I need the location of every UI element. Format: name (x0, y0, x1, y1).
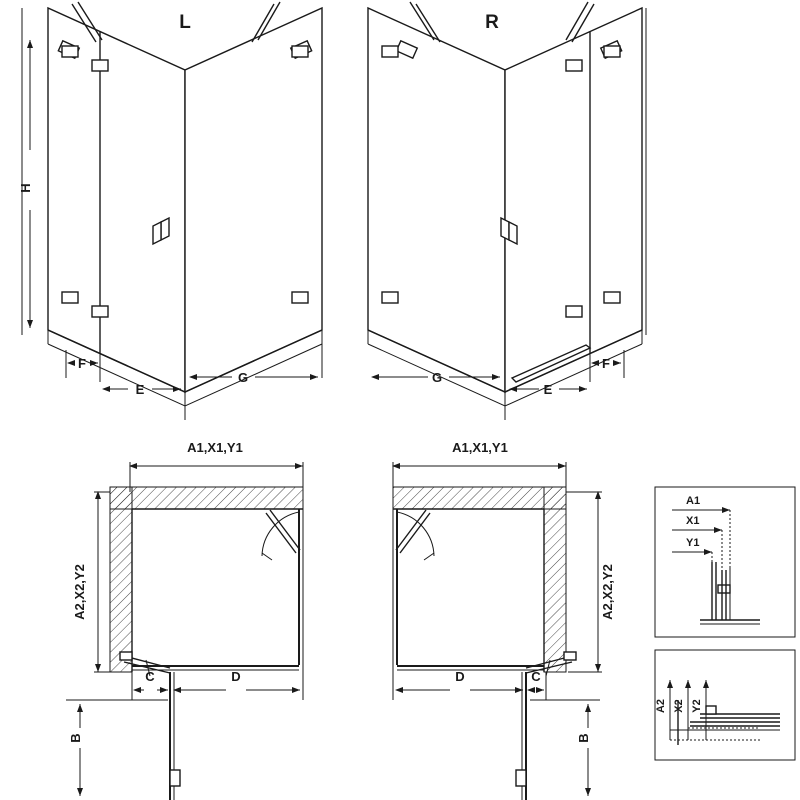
wall-side-left (110, 487, 132, 672)
label-y2-detail: Y2 (691, 699, 703, 713)
label-f-right: F (602, 356, 610, 371)
label-e-right: E (543, 382, 553, 397)
label-a1x1y1-left: A1,X1,Y1 (187, 440, 243, 455)
plan-view-right (393, 440, 615, 800)
wall-top-left (110, 487, 303, 509)
label-h-left: H (18, 183, 33, 193)
label-c-left: C (145, 669, 155, 684)
dimension-h-left (18, 40, 33, 328)
label-view-right: R (485, 12, 499, 33)
label-a1-detail: A1 (686, 495, 701, 507)
label-view-left: L (179, 12, 191, 33)
label-a2x2y2-right: A2,X2,Y2 (600, 564, 615, 620)
label-d-right: D (455, 669, 465, 684)
door-swing-upper-right (396, 510, 434, 560)
wall-side-right (544, 487, 566, 672)
detail-view-bottom (655, 650, 795, 760)
iso-view-left (18, 2, 322, 420)
iso-view-right (368, 2, 646, 420)
label-d-left: D (231, 669, 241, 684)
wall-top-right (393, 487, 566, 509)
door-swing-upper-left (262, 510, 300, 560)
label-x2-detail: X2 (673, 699, 685, 713)
label-f-left: F (78, 356, 86, 371)
label-b-left: B (68, 733, 83, 743)
label-e-left: E (135, 382, 145, 397)
label-a1x1y1-right: A1,X1,Y1 (452, 440, 508, 455)
label-g-left: G (237, 370, 249, 385)
label-x1-detail: X1 (686, 515, 700, 527)
label-a2-detail: A2 (655, 698, 667, 714)
open-door-leaf-left (170, 672, 180, 800)
open-door-leaf-right (516, 672, 526, 800)
plan-view-left (66, 440, 303, 800)
label-a2x2y2-left: A2,X2,Y2 (72, 564, 87, 620)
label-g-right: G (431, 370, 443, 385)
label-c-right: C (531, 669, 541, 684)
detail-view-top (655, 487, 795, 637)
label-y1-detail: Y1 (686, 537, 700, 549)
label-b-right: B (576, 733, 591, 743)
